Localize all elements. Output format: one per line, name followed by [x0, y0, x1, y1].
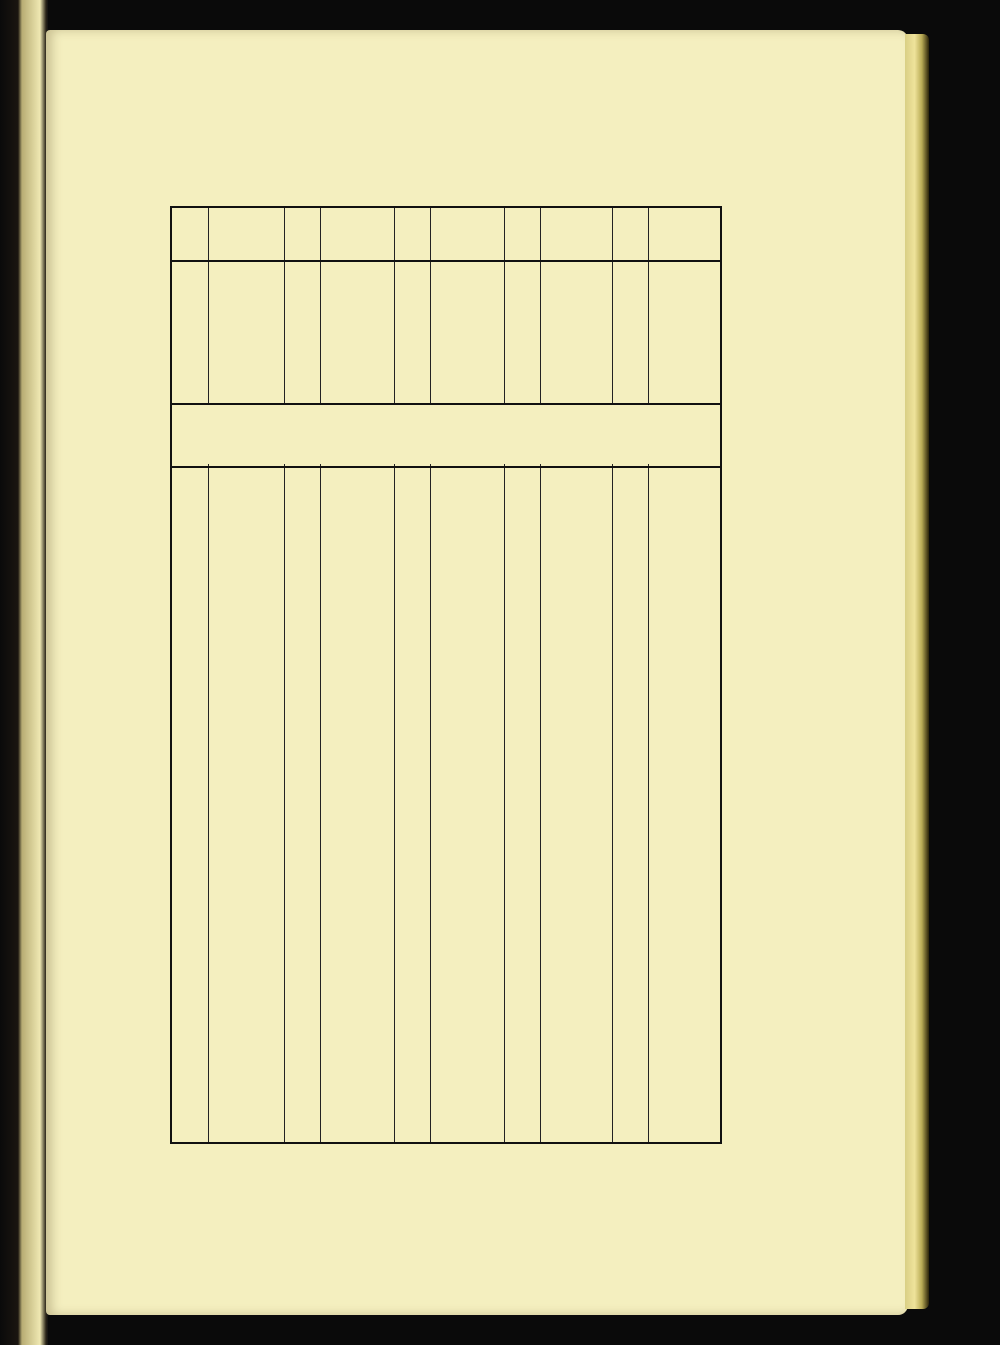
book-spine — [0, 0, 48, 1345]
page-edge — [905, 34, 929, 1309]
bore-register-table — [170, 206, 722, 1144]
